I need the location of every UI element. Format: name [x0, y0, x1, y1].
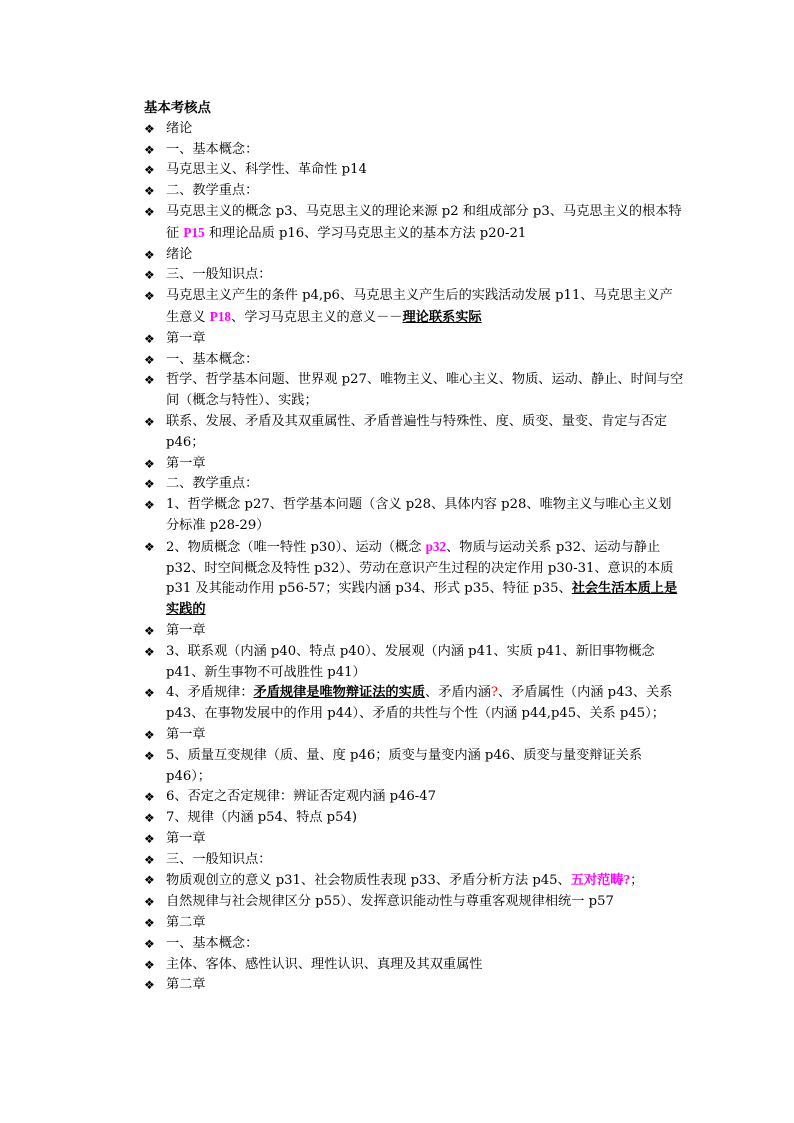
diamond-bullet-icon: ❖ [144, 644, 155, 659]
list-item [144, 412, 684, 454]
underlined-emphasis: 理论联系实际 [402, 309, 482, 325]
diamond-bullet-icon: ❖ [144, 727, 155, 742]
list-item [144, 642, 684, 684]
list-item [144, 537, 684, 621]
diamond-bullet-icon: ❖ [144, 831, 155, 846]
list-item [144, 245, 684, 266]
list-item [144, 181, 684, 202]
diamond-bullet-icon: ❖ [144, 623, 155, 638]
page-title: 基本考核点 [144, 100, 211, 116]
list-item [144, 787, 684, 808]
list-item [144, 829, 684, 850]
line-text: 二、教学重点： [166, 183, 259, 199]
highlight-page: p32 [425, 538, 447, 554]
list-item [144, 913, 684, 934]
list-item [144, 934, 684, 955]
line-text: 一、基本概念： [166, 141, 259, 157]
line-text: 一、基本概念： [166, 935, 259, 951]
list-item [144, 870, 684, 892]
line-text: 、物质与运动关系 p32、运动与静止 p32、时空间概念及特性 p32）、劳动在意识产生过程的决定作用 p30-31、意识的本质 p31 及其能动作用 p56-57；实践内涵 p34、形式 p35、特征 p35、 [166, 539, 674, 597]
line-text: 物质观创立的意义 p31、社会物质性表现 p33、矛盾分析方法 p45、 [166, 873, 571, 889]
list-item [144, 683, 684, 725]
diamond-bullet-icon: ❖ [144, 477, 155, 492]
diamond-bullet-icon: ❖ [144, 352, 155, 367]
list-item [144, 850, 684, 871]
diamond-bullet-icon: ❖ [144, 163, 155, 178]
line-text: 绪论 [166, 246, 193, 262]
line-text: 二、教学重点： [166, 476, 259, 492]
list-item [144, 350, 684, 371]
line-text: 第二章 [166, 977, 206, 993]
diamond-bullet-icon: ❖ [144, 184, 155, 199]
diamond-bullet-icon: ❖ [144, 811, 155, 826]
line-text: 第一章 [166, 622, 206, 638]
line-text: 4、矛盾规律： [166, 685, 254, 701]
line-text: 联系、发展、矛盾及其双重属性、矛盾普遍性与特殊性、度、质变、量变、肯定与否定 p46； [166, 413, 668, 450]
underlined-emphasis: 社会生活本质上是实践的 [166, 581, 678, 618]
diamond-bullet-icon: ❖ [144, 204, 155, 219]
line-text: 主体、客体、感性认识、理性认识、真理及其双重属性 [166, 956, 483, 972]
diamond-bullet-icon: ❖ [144, 331, 155, 346]
list-item [144, 725, 684, 746]
list-item [144, 370, 684, 412]
diamond-bullet-icon: ❖ [144, 121, 155, 136]
line-text: 2、物质概念（唯一特性 p30）、运动（概念 [166, 539, 426, 555]
diamond-bullet-icon: ❖ [144, 790, 155, 805]
highlight-page: P18 [209, 308, 232, 324]
underlined-emphasis: 矛盾规律是唯物辩证法的实质 [253, 685, 425, 701]
line-text: 第一章 [166, 726, 206, 742]
line-text: 第一章 [166, 330, 206, 346]
list-item [144, 746, 684, 788]
document-body [144, 98, 684, 996]
diamond-bullet-icon: ❖ [144, 247, 155, 262]
diamond-bullet-icon: ❖ [144, 978, 155, 993]
list-item [144, 286, 684, 329]
question-mark: ? [490, 685, 498, 701]
diamond-bullet-icon: ❖ [144, 498, 155, 513]
line-text: 、学习马克思主义的意义－－ [231, 309, 403, 325]
list-item [144, 975, 684, 996]
line-text: 5、质量互变规律（质、量、度 p46；质变与量变内涵 p46、质变与量变辩证关系 p46）； [166, 747, 643, 784]
line-text: 马克思主义的概念 p3、马克思主义的理论来源 p2 和组成部分 p3、马克思主义的根本特征 [166, 203, 682, 241]
line-text: 3、联系观（内涵 p40、特点 p40）、发展观（内涵 p41、实质 p41、新旧事物概念 p41、新生事物不可战胜性 p41） [166, 643, 655, 680]
line-text: 和理论品质 p16、学习马克思主义的基本方法 p20-21 [204, 225, 527, 241]
list-item [144, 621, 684, 642]
list-item [144, 454, 684, 475]
diamond-bullet-icon: ❖ [144, 142, 155, 157]
diamond-bullet-icon: ❖ [144, 957, 155, 972]
line-text: 第二章 [166, 915, 206, 931]
list-item [144, 808, 684, 829]
list-item [144, 160, 684, 181]
diamond-bullet-icon: ❖ [144, 414, 155, 429]
diamond-bullet-icon: ❖ [144, 373, 155, 388]
line-text: 第一章 [166, 830, 206, 846]
diamond-bullet-icon: ❖ [144, 456, 155, 471]
diamond-bullet-icon: ❖ [144, 873, 155, 888]
list-item [144, 265, 684, 286]
line-text: 绪论 [166, 120, 193, 136]
list-item [144, 140, 684, 161]
highlight-page: P15 [183, 224, 205, 240]
diamond-bullet-icon: ❖ [144, 916, 155, 931]
line-text: 哲学、哲学基本问题、世界观 p27、唯物主义、唯心主义、物质、运动、静止、时间与空间（概念与特性）、实践； [166, 372, 684, 409]
list-item [144, 202, 684, 245]
diamond-bullet-icon: ❖ [144, 268, 155, 283]
line-text: 马克思主义、科学性、革命性 p14 [166, 162, 367, 178]
line-text: 7、规律（内涵 p54、特点 p54) [166, 810, 358, 826]
diamond-bullet-icon: ❖ [144, 539, 155, 554]
line-text: 1、哲学概念 p27、哲学基本问题（含义 p28、具体内容 p28、唯物主义与唯心主义划分标准 p28-29） [166, 497, 672, 533]
line-text: 三、一般知识点： [166, 851, 272, 867]
line-text: 自然规律与社会规律区分 p55）、发挥意识能动性与尊重客观规律相统一 p57 [166, 894, 614, 910]
line-text: 三、一般知识点： [166, 267, 272, 283]
line-text: 、矛盾内涵 [424, 685, 491, 701]
line-text: ； [630, 873, 644, 889]
diamond-bullet-icon: ❖ [144, 936, 155, 951]
list-item [144, 955, 684, 976]
line-text: 第一章 [166, 455, 206, 471]
list-item [144, 892, 684, 913]
diamond-bullet-icon: ❖ [144, 686, 155, 701]
list-item [144, 119, 684, 140]
list-item [144, 474, 684, 495]
line-text: 马克思主义产生的条件 p4,p6、马克思主义产生后的实践活动发展 p11、马克思主义产生意义 [166, 288, 673, 325]
list-item [144, 329, 684, 350]
line-text: 6、否定之否定规律：辨证否定观内涵 p46-47 [166, 789, 437, 805]
diamond-bullet-icon: ❖ [144, 852, 155, 867]
diamond-bullet-icon: ❖ [144, 748, 155, 763]
list-item [144, 495, 684, 537]
diamond-bullet-icon: ❖ [144, 289, 155, 304]
diamond-bullet-icon: ❖ [144, 895, 155, 910]
highlight-term: 五对范畴? [570, 872, 631, 888]
line-text: 一、基本概念： [166, 351, 259, 367]
line-text: 、矛盾属性（内涵 p43、关系 p43、在事物发展中的作用 p44）、矛盾的共性与个性（内涵 p44,p45、关系 p45）； [166, 685, 673, 722]
